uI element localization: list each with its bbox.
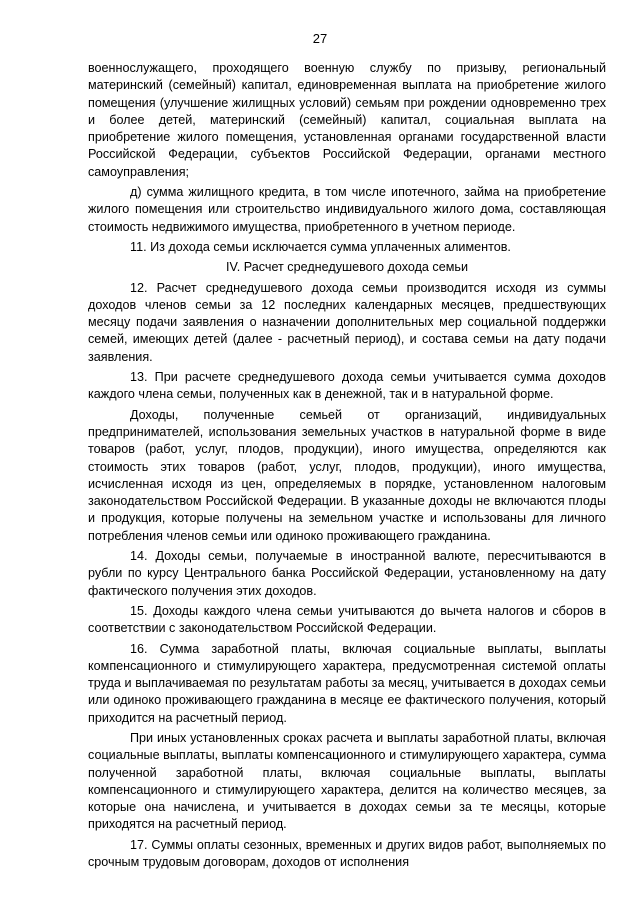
paragraph-13: 13. При расчете среднедушевого дохода семьи учитывается сумма доходов каждого члена семьи, полученных как в денежной, так и в натуральной форме.: [88, 370, 606, 402]
paragraph-15: 15. Доходы каждого члена семьи учитываются до вычета налогов и сборов в соответствии с законодательством Российской Федерации.: [88, 603, 606, 636]
paragraph-17: 17. Суммы оплаты сезонных, временных и других видов работ, выполняемых по срочным трудовым договорам, доходов от исполнения: [88, 837, 606, 870]
paragraph-11: 11. Из дохода семьи исключается сумма уплаченных алиментов.: [130, 239, 511, 254]
paragraph-12: 12. Расчет среднедушевого дохода семьи производится исходя из суммы доходов членов семьи за 12 последних календарных месяцев, предшествующих месяцу подачи заявления о назначении дополнительных мер социальной поддержки семей, имеющих детей (далее - расчетный период), и состава семьи на дату подачи заявления.: [88, 280, 606, 364]
paragraph-continuation: военнослужащего, проходящего военную службу по призыву, региональный материнский (семейный) капитал, единовременная выплата на приобретение жилого помещения (улучшение жилищных условий) семьям при рождении одновременно трех и более детей, материнский (семейный) капитал, социальная выплата на приобретение жилого помещения, установленная органами государственной власти Российской Федерации, субъектов Российской Федерации, органами местного самоуправления;: [88, 61, 606, 179]
document-body: [88, 60, 606, 874]
paragraph-16-other-terms: При иных установленных сроках расчета и выплаты заработной платы, включая социальные выплаты, выплаты компенсационного и стимулирующего характера, сумма полученной заработной платы, включая социальные выплаты, выплаты компенсационного и стимулирующего характера, делится на количество месяцев, за которые она начислена, и учитывается в доходах семьи за те месяцы, которые приходятся на расчетный период.: [88, 730, 606, 832]
paragraph-subitem-d: д) сумма жилищного кредита, в том числе ипотечного, займа на приобретение жилого помещения или строительство индивидуального жилого дома, составляющая стоимость недвижимого имущества, приобретенного в учетном периоде.: [88, 185, 606, 234]
page-number: 27: [312, 31, 328, 46]
paragraph-13-incomes: Доходы, полученные семьей от организаций, индивидуальных предпринимателей, использования земельных участков в натуральной форме в виде товаров (работ, услуг, плодов, продукции), иного имущества, определяются как стоимость этих товаров (работ, услуг, плодов, продукции), иного имущества, исчисленная исходя из цен, определяемых в порядке, установленном налоговым законодательством Российской Федерации. В указанные доходы не включаются плоды и продукция, которые получены на земельном участке и использованы для личного потребления членов семьи или одиноко проживающего гражданина.: [88, 407, 606, 543]
paragraph-16: 16. Сумма заработной платы, включая социальные выплаты, выплаты компенсационного и стимулирующего характера, предусмотренная системой оплаты труда и выплачиваемая по результатам работы за месяц, учитывается в доходах семьи или одиноко проживающего гражданина в месяце ее фактического получения, который приходится на расчетный период.: [88, 641, 606, 725]
paragraph-14: 14. Доходы семьи, получаемые в иностранной валюте, пересчитываются в рубли по курсу Центрального банка Российской Федерации, установленному на дату фактического получения этих доходов.: [88, 549, 606, 598]
section-heading: IV. Расчет среднедушевого дохода семьи: [226, 260, 468, 275]
